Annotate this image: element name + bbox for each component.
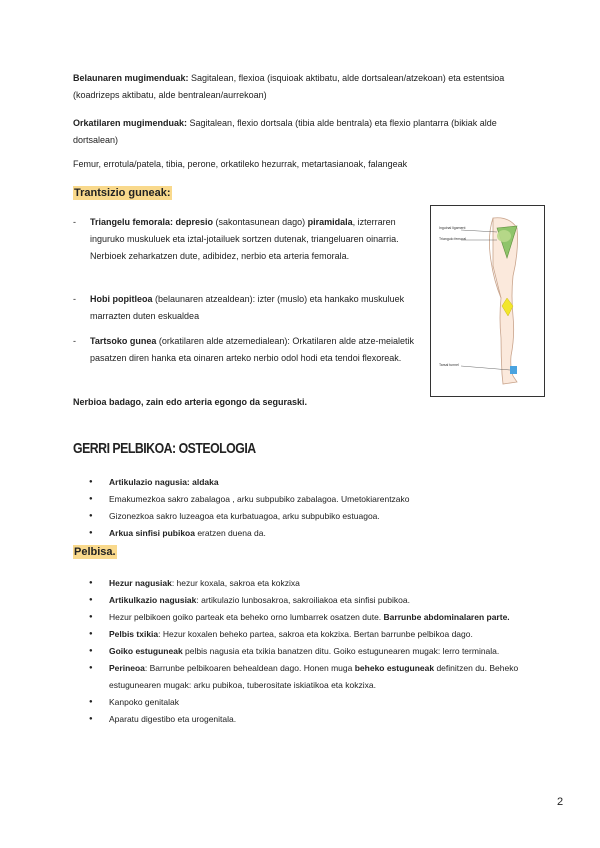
leg-illustration [431, 206, 544, 396]
pelvis-b1: Pelbis txikia [109, 629, 159, 639]
osteo-text: eratzen duena da. [194, 528, 266, 538]
pelvis-b2: Barrunbe abdominalaren parte. [383, 612, 510, 622]
section-title: GERRI PELBIKOA: OSTEOLOGIA [73, 440, 256, 457]
pelvis-t1: Aparatu digestibo eta urogenitala. [109, 714, 237, 724]
knee-movements [73, 70, 543, 104]
tarsal-label: Tartsoko gunea [90, 336, 157, 346]
label-tarsal: Tarsal tunnel [439, 363, 459, 367]
list-item [73, 474, 563, 491]
list-item [73, 626, 563, 643]
bones-list: Femur, errotula/patela, tibia, perone, orkatileko hezurrak, metartasianoak, falangeak [73, 159, 408, 169]
list-item [73, 643, 563, 660]
pelvis-t1: pelbis nagusia eta txikia banatzen ditu. Goiko estugunearen mugak: lerro terminala. [182, 646, 500, 656]
list-item [73, 711, 563, 728]
osteo-bold: Artikulazio nagusia: aldaka [109, 477, 219, 487]
popliteal-label: Hobi popitleoa [90, 294, 153, 304]
osteo-text: Emakumezkoa sakro zabalagoa , arku subpubiko zabalagoa. Umetokiarentzako [109, 494, 410, 504]
popliteal-text: (belaunaren atzealdean): izter (muslo) eta hankako muskuluek marrazten duten eskualdea [90, 294, 405, 321]
pelvis-heading-text: Pelbisa. [74, 546, 116, 558]
list-item [73, 525, 563, 542]
femoral-mid: (sakontasunean dago) [213, 217, 308, 227]
pelvis-t1: : Hezur koxalen beheko partea, sakroa eta kokzixa. Bertan barrunbe pelbikoa dago. [158, 629, 473, 639]
femoral-text: , izterraren inguruko muskuluek eta iztal-jotailuek sortzen dutenak, triangeluaren oinarria. Nerbioek zeharkatzen dute, adibidez, nerbio eta arteria femorala. [90, 217, 399, 261]
ankle-movements [73, 115, 543, 149]
pelvis-b2: beheko estuguneak [354, 663, 435, 673]
pelvis-t1: : artikulazio lunbosakroa, sakroiliakoa eta sinfisi pubikoa. [196, 595, 410, 605]
transition-item-popliteal [90, 291, 420, 325]
osteo-bold: Arkua sinfisi pubikoa [109, 528, 195, 538]
pelvis-t2: definitzen du. Beheko estugunearen mugak: arku pubikoa, tuberositate iskiatikoa eta kokzixa. [109, 663, 519, 690]
pelvis-t1: Kanpoko genitalak [109, 697, 179, 707]
ankle-text: Sagitalean, flexio dortsala (tibia alde bentrala) eta flexio plantarra (bikiak alde dortsalean) [73, 118, 497, 145]
transition-item-bullet: - [73, 294, 76, 304]
pelvis-heading [73, 544, 117, 561]
ankle-label: Orkatilaren mugimenduak: [73, 118, 188, 128]
list-item [73, 660, 563, 694]
tarsal-text: (orkatilaren alde atzemedialean): Orkatilaren alde atze-meialetik pasatzen diren hanka eta oinaren arteko nerbio odol hodi eta tendoi flexoreak. [90, 336, 414, 363]
transition-item-tarsal [90, 333, 420, 367]
osteology-list [73, 474, 563, 542]
list-item [73, 491, 563, 508]
list-item [73, 508, 563, 525]
pelvis-b1: Goiko estuguneak [109, 646, 183, 656]
knee-text: Sagitalean, flexioa (isquioak aktibatu, alde dortsalean/atzekoan) eta estentsioa (koadrizeps aktibatu, alde bentralean/aurrekoan) [73, 73, 505, 100]
transition-item-femoral [90, 214, 420, 265]
list-item [73, 592, 563, 609]
femoral-label: Triangelu femorala: depresio [90, 217, 214, 227]
osteo-text: Gizonezkoa sakro luzeagoa eta kurbatuagoa, arku subpubiko estuagoa. [109, 511, 380, 521]
pelvis-t1: : hezur koxala, sakroa eta kokzixa [171, 578, 300, 588]
knee-label: Belaunaren mugimenduak: [73, 73, 189, 83]
pelvis-b1: Hezur nagusiak [109, 578, 172, 588]
transition-item-bullet: - [73, 336, 76, 346]
pelvis-t1: : Barrunbe pelbikoaren behealdean dago. Honen muga [144, 663, 355, 673]
list-item [73, 609, 563, 626]
transition-note: Nerbioa badago, zain edo arteria egongo da seguraski. [73, 397, 308, 407]
tarsal-tunnel-shape [510, 366, 517, 374]
list-item [73, 694, 563, 711]
pelvis-b1: Perineoa [109, 663, 145, 673]
page-number: 2 [557, 796, 564, 808]
pelvis-list [73, 575, 563, 728]
leg-anatomy-figure [430, 205, 545, 397]
label-femoral: Triangulo femoral [439, 237, 467, 241]
label-inguinal: Inguinal ligament [439, 226, 466, 230]
pelvis-t1: Hezur pelbikoen goiko parteak eta beheko orno lumbarrek osatzen dute. [109, 612, 384, 622]
transition-heading-text: Trantsizio guneak: [74, 187, 171, 199]
transition-item-bullet: - [73, 217, 76, 227]
femoral-label2: piramidala [307, 217, 353, 227]
list-item [73, 575, 563, 592]
pelvis-b1: Artikulkazio nagusiak [109, 595, 197, 605]
transition-heading [73, 185, 172, 202]
